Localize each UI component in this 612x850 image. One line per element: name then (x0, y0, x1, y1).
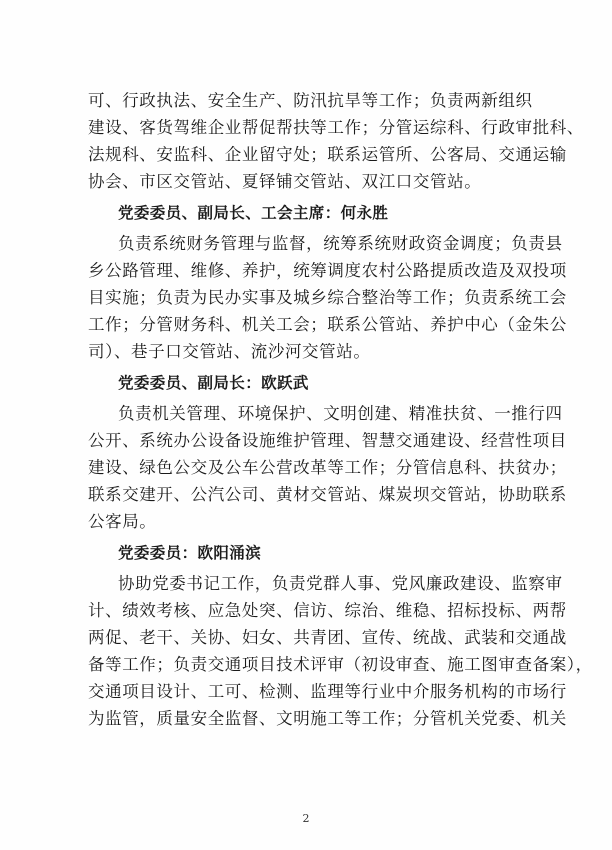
body-text-line: 建设、绿色公交及公车公营改革等工作；分管信息科、扶贫办； (88, 458, 567, 477)
body-text-line: 联系交建开、公汽公司、黄材交管站、煤炭坝交管站，协助联系 (88, 485, 567, 504)
document-section (88, 199, 567, 365)
body-text-line: 为监管，质量安全监督、文明施工等工作；分管机关党委、机关 (88, 709, 567, 728)
body-text-line: 协会、市区交管站、夏铎铺交管站、双江口交管站。 (88, 172, 482, 191)
section-heading: 党委委员、副局长、工会主席：何永胜 (118, 204, 389, 222)
body-text-line: 司）、巷子口交管站、流沙河交管站。 (88, 342, 371, 361)
body-text-line: 公开、系统办公设备设施维护管理、智慧交通建设、经营性项目 (88, 431, 567, 450)
body-text-line: 两促、老干、关协、妇女、共青团、宣传、统战、武装和交通战 (88, 628, 567, 647)
body-text-line: 负责系统财务管理与监督，统筹系统财政资金调度；负责县 (118, 234, 563, 253)
body-text-line: 备等工作；负责交通项目技术评审（初设审查、施工图审查备案）， (88, 655, 593, 674)
section-heading: 党委委员、副局长：欧跃武 (118, 374, 309, 392)
section-heading: 党委委员：欧阳涌滨 (118, 544, 262, 562)
body-text-line: 建设、客货驾维企业帮促帮扶等工作；分管运综科、行政审批科、 (88, 118, 584, 137)
document-section (88, 87, 584, 195)
body-text-line: 目实施；负责为民办实事及城乡综合整治等工作；负责系统工会 (88, 288, 567, 307)
body-text-line: 法规科、安监科、企业留守处；联系运管所、公客局、交通运输 (88, 145, 567, 164)
document-section (88, 369, 567, 535)
body-text-line: 计、绩效考核、应急处突、信访、综治、维稳、招标投标、两帮 (88, 601, 567, 620)
document-body (88, 87, 593, 732)
body-text-line: 乡公路管理、维修、养护，统筹调度农村公路提质改造及双投项 (88, 261, 567, 280)
page-number: 2 (302, 812, 310, 825)
body-text-line: 可、行政执法、安全生产、防汛抗旱等工作；负责两新组织 (88, 91, 533, 110)
body-text-line: 交通项目设计、工可、检测、监理等行业中介服务机构的市场行 (88, 682, 567, 701)
body-text-line: 公客局。 (88, 512, 157, 531)
document-section (88, 539, 593, 732)
body-text-line: 负责机关管理、环境保护、文明创建、精准扶贫、一推行四 (118, 404, 563, 423)
body-text-line: 工作；分管财务科、机关工会；联系公管站、养护中心（金朱公 (88, 315, 567, 334)
body-text-line: 协助党委书记工作，负责党群人事、党风廉政建设、监察审 (118, 574, 563, 593)
